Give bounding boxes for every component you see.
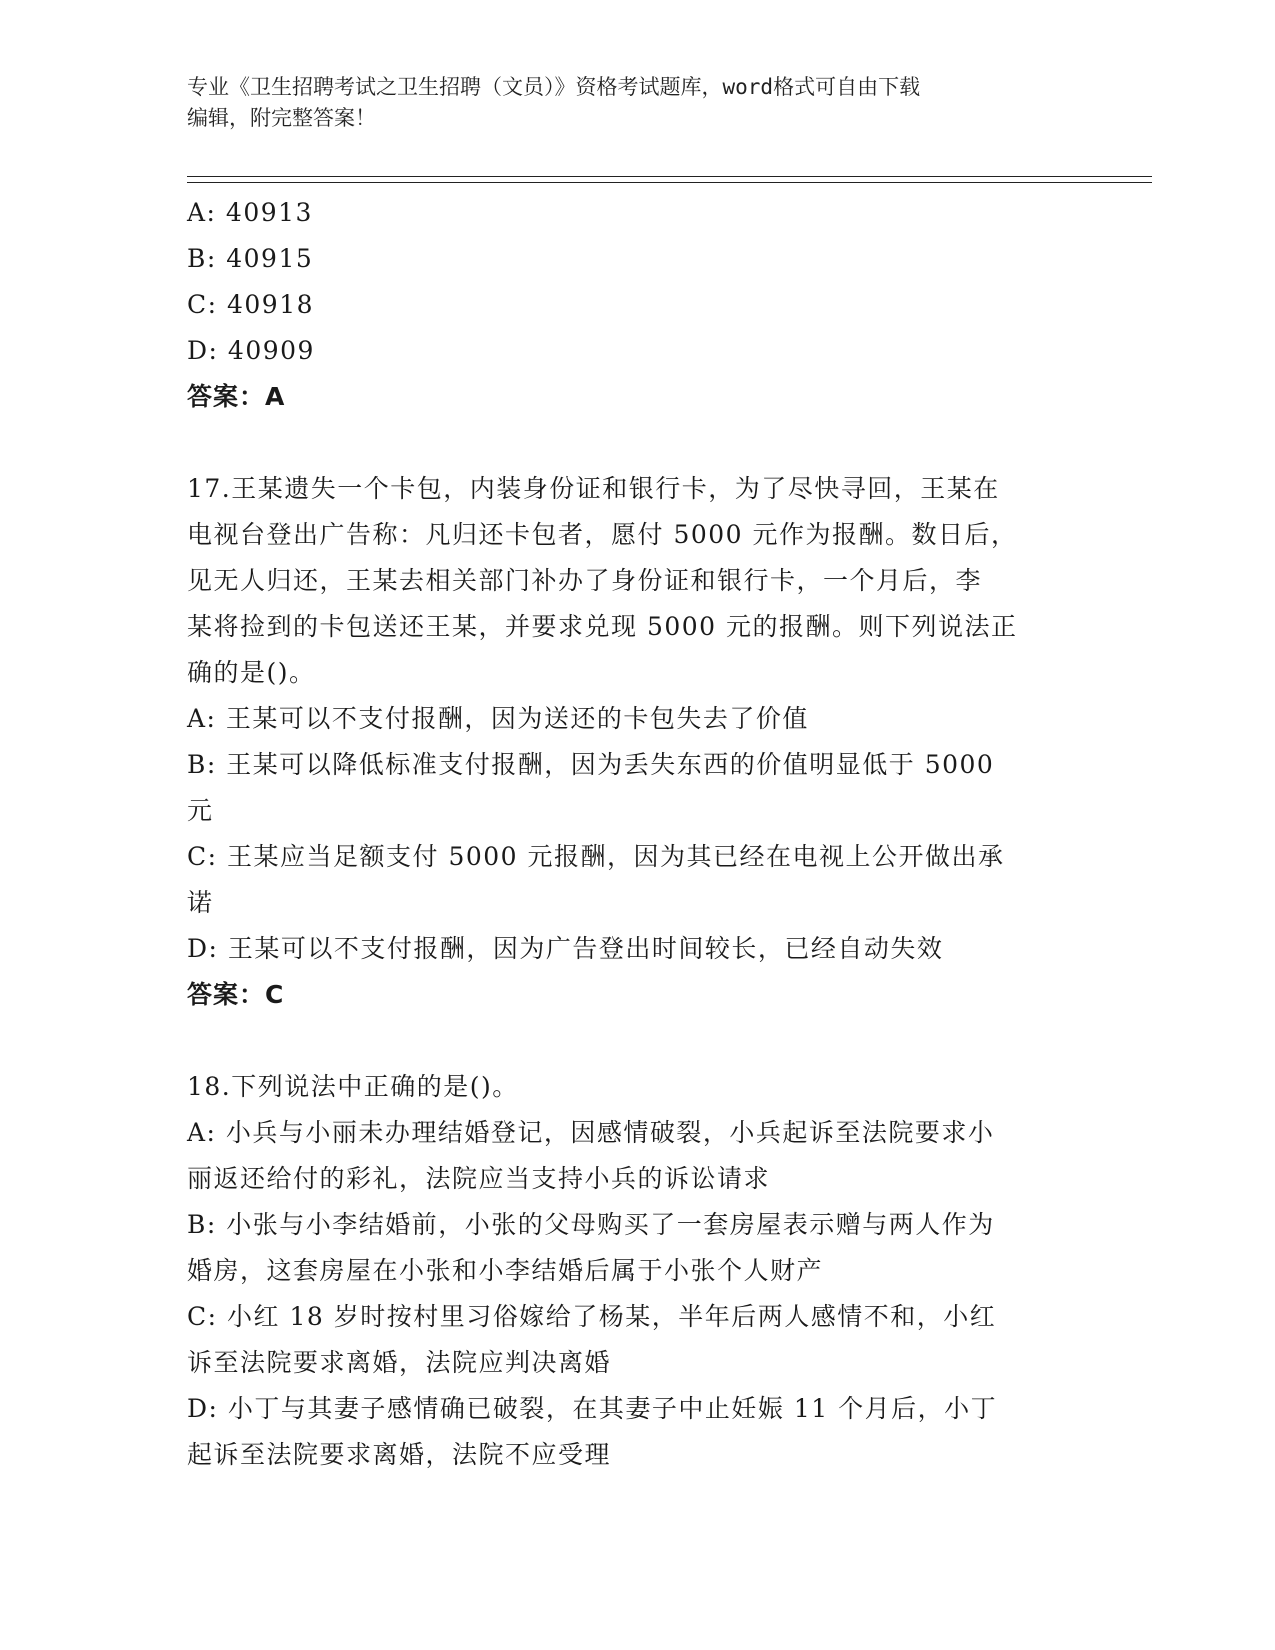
q16-option-d: D: 40909	[187, 336, 315, 365]
q17-answer: 答案：C	[187, 980, 285, 1009]
header-title-line-2: 编辑，附完整答案！	[187, 106, 376, 130]
q18-stem: 18.下列说法中正确的是()。	[187, 1072, 519, 1101]
q18-option-a-line-1: A: 小兵与小丽未办理结婚登记，因感情破裂，小兵起诉至法院要求小	[187, 1118, 995, 1147]
document-header	[187, 72, 1087, 134]
spacer	[187, 1018, 1087, 1064]
q16-option-b: B: 40915	[187, 244, 314, 273]
question-content	[187, 190, 1087, 1478]
spacer	[187, 420, 1087, 466]
question-16-block	[187, 190, 1087, 420]
q18-option-b-line-2: 婚房，这套房屋在小张和小李结婚后属于小张个人财产	[187, 1256, 824, 1285]
question-18-block	[187, 1064, 1087, 1478]
q17-option-b-line-1: B: 王某可以降低标准支付报酬，因为丢失东西的价值明显低于 5000	[187, 750, 995, 779]
header-title-line-1: 专业《卫生招聘考试之卫生招聘（文员）》资格考试题库，word格式可自由下载	[187, 75, 921, 99]
q17-option-c-line-1: C: 王某应当足额支付 5000 元报酬，因为其已经在电视上公开做出承	[187, 842, 1005, 871]
header-divider-bottom	[187, 182, 1152, 183]
q16-option-a: A: 40913	[187, 198, 313, 227]
q18-option-c-line-2: 诉至法院要求离婚，法院应判决离婚	[187, 1348, 612, 1377]
q17-option-d: D: 王某可以不支付报酬，因为广告登出时间较长，已经自动失效	[187, 934, 944, 963]
q17-option-a: A: 王某可以不支付报酬，因为送还的卡包失去了价值	[187, 704, 809, 733]
q17-option-c-line-2: 诺	[187, 888, 214, 917]
q17-stem-line: 17.王某遗失一个卡包，内装身份证和银行卡，为了尽快寻回，王某在	[187, 474, 1000, 503]
q18-option-d-line-1: D: 小丁与其妻子感情确已破裂，在其妻子中止妊娠 11 个月后，小丁	[187, 1394, 998, 1423]
q16-answer: 答案：A	[187, 382, 286, 411]
q17-stem-line: 某将捡到的卡包送还王某，并要求兑现 5000 元的报酬。则下列说法正	[187, 612, 1018, 641]
q18-option-d-line-2: 起诉至法院要求离婚，法院不应受理	[187, 1440, 612, 1469]
header-divider-top	[187, 176, 1152, 177]
q18-option-c-line-1: C: 小红 18 岁时按村里习俗嫁给了杨某，半年后两人感情不和，小红	[187, 1302, 997, 1331]
question-17-block	[187, 466, 1087, 1018]
q18-option-a-line-2: 丽返还给付的彩礼，法院应当支持小兵的诉讼请求	[187, 1164, 771, 1193]
q18-option-b-line-1: B: 小张与小李结婚前，小张的父母购买了一套房屋表示赠与两人作为	[187, 1210, 995, 1239]
q17-stem-line: 电视台登出广告称：凡归还卡包者，愿付 5000 元作为报酬。数日后，	[187, 520, 1018, 549]
q17-stem-line: 见无人归还，王某去相关部门补办了身份证和银行卡，一个月后，李	[187, 566, 983, 595]
q17-stem-line: 确的是()。	[187, 658, 316, 687]
q17-option-b-line-2: 元	[187, 796, 214, 825]
q16-option-c: C: 40918	[187, 290, 315, 319]
